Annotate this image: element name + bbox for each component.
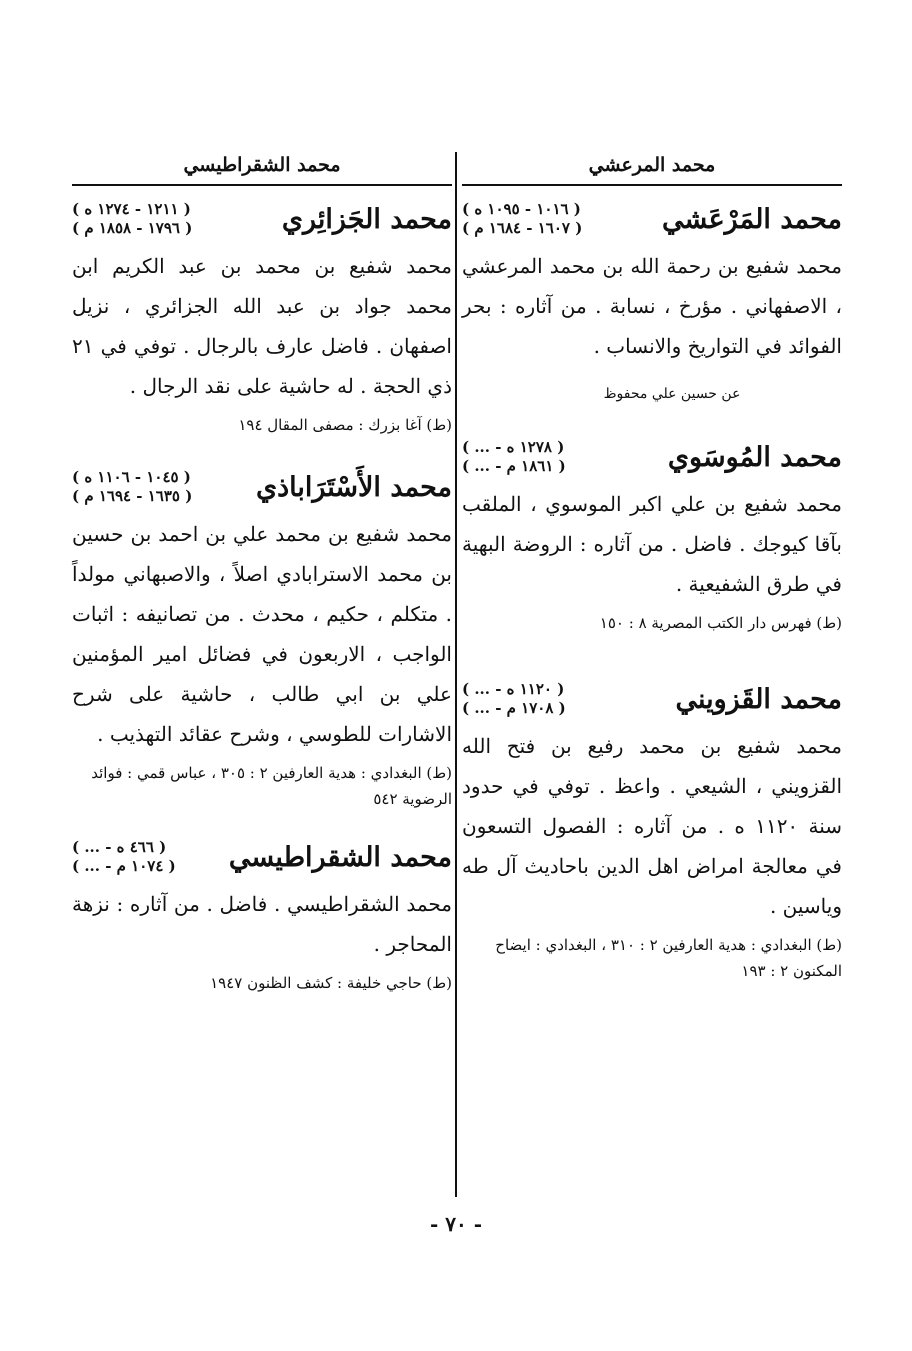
entry-source: (ط) حاجي خليفة : كشف الظنون ١٩٤٧ (210, 974, 452, 992)
entry-dates: ( ١٠١٦ - ١٠٩٥ ه ) ( ١٦٠٧ - ١٦٨٤ م ) (462, 200, 583, 237)
entry (462, 438, 842, 636)
entry-dates: ( ... - ١١٢٠ ه ) ( ... - ١٧٠٨ م ) (462, 680, 566, 717)
entry (72, 838, 452, 996)
left-column (72, 150, 452, 1020)
entry-body: محمد شفيع بن رحمة الله بن محمد المرعشي ، الاصفهاني . مؤرخ ، نسابة . من آثاره : بحر الفوائد في التواريخ والانساب . (462, 254, 843, 358)
entry (72, 468, 452, 812)
entry-source: (ط) فهرس دار الكتب المصرية ٨ : ١٥٠ (599, 614, 842, 632)
entry-body: محمد شفيع بن محمد رفيع بن فتح الله القزويني ، الشيعي . واعظ . توفي في حدود سنة ١١٢٠ ه . من آثاره : الفصول التسعون في معالجة امراض اهل الدين باحاديث آل طه وياسين . (462, 734, 842, 918)
entry-body: محمد شفيع بن علي اكبر الموسوي ، الملقب بآقا كيوجك . فاضل . من آثاره : الروضة البهية في طرق الشفيعية . (462, 492, 842, 596)
page-number: - ٧٠ - (429, 1212, 482, 1236)
entry-dates: ( ١٢١١ - ١٢٧٤ ه ) ( ١٧٩٦ - ١٨٥٨ م ) (72, 200, 193, 237)
running-header-right: محمد المرعشي (462, 150, 842, 186)
entry-dates: ( ... - ٤٦٦ ه ) ( ... - ١٠٧٤ م ) (72, 838, 176, 875)
entry-body: محمد الشقراطيسي . فاضل . من آثاره : نزهة المحاجر . (72, 892, 452, 956)
entry-title: محمد المُوسَوي (667, 441, 842, 473)
entry-credit: عن حسين علي محفوظ (603, 386, 741, 402)
entry-dates: ( ١٠٤٥ - ١١٠٦ ه ) ( ١٦٣٥ - ١٦٩٤ م ) (72, 468, 193, 505)
entry (72, 200, 452, 438)
entry-body: محمد شفيع بن محمد بن عبد الكريم ابن محمد جواد بن عبد الله الجزائري ، نزيل اصفهان . فاضل عارف بالرجال . توفي في ٢١ ذي الحجة . له حاشية على نقد الرجال . (72, 254, 452, 398)
entry (462, 200, 842, 366)
entry-title: محمد القَزويني (675, 683, 842, 715)
running-header-left: محمد الشقراطيسي (72, 150, 452, 186)
entry-title: محمد المَرْعَشي (661, 203, 842, 235)
entry (462, 680, 842, 984)
entry-dates: ( ... - ١٢٧٨ ه ) ( ... - ١٨٦١ م ) (462, 438, 566, 475)
entry-body: محمد شفيع بن محمد علي بن احمد بن حسين بن محمد الاسترابادي اصلاً ، والاصبهاني مولداً . متكلم ، حكيم ، محدث . من تصانيفه : اثبات الواجب ، الاربعون في فضائل امير المؤمنين علي بن ابي طالب ، حاشية على شرح الاشارات للطوسي ، وشرح عقائد التهذيب . (72, 522, 452, 746)
entry-source: (ط) البغدادي : هدية العارفين ٢ : ٣١٠ ، البغدادي : ايضاح المكنون ٢ : ١٩٣ (495, 936, 842, 980)
right-column (462, 150, 842, 1008)
entry-title: محمد الجَزائِري (281, 203, 452, 235)
entry-title: محمد الأَسْتَرَاباذي (255, 471, 452, 503)
entry-source: (ط) البغدادي : هدية العارفين ٢ : ٣٠٥ ، عباس قمي : فوائد الرضوية ٥٤٢ (91, 764, 452, 808)
column-divider (455, 152, 457, 1197)
entry-source: (ط) آغا بزرك : مصفى المقال ١٩٤ (238, 416, 452, 434)
entry-title: محمد الشقراطيسي (228, 841, 452, 873)
